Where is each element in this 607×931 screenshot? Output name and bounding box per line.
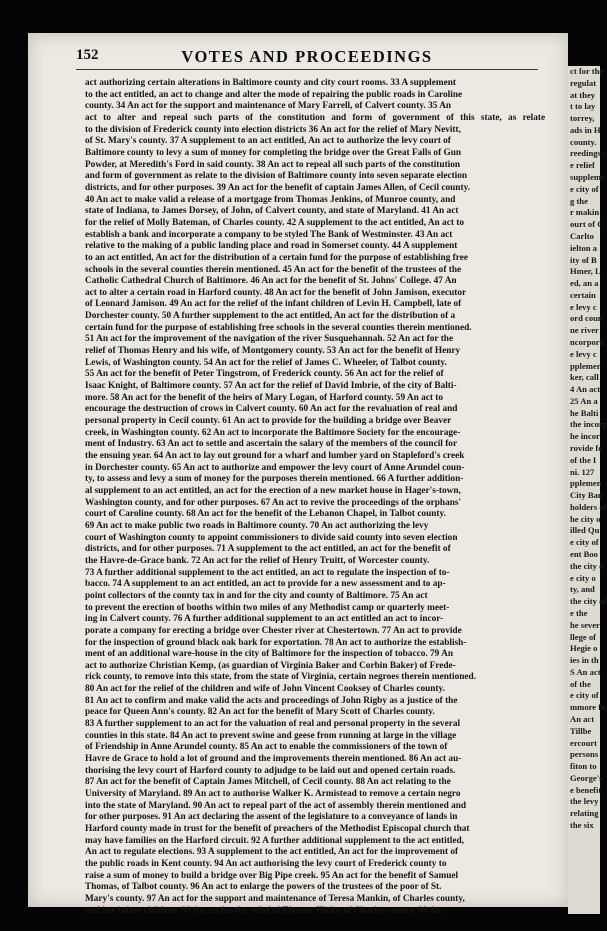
page-number: 152 [76,47,99,63]
text-line: to an act entitled, An act for the distribution of a certain fund for the purpose of establishing free [85,252,468,263]
adjacent-page-line: ourt of C [570,219,604,230]
text-line: certain fund for the purpose of establishing free schools in the several counties therein mentioned. [85,322,472,333]
text-line: 69 An act to make public two roads in Baltimore county. 70 An act authorizing the levy [85,520,429,531]
adjacent-page-line: 25 An a [570,395,598,406]
adjacent-page-line: Tillbe [570,725,592,736]
text-line: 83 A further supplement to an act for the valuation of real and personal property in the several [85,719,461,730]
text-line: 81 An act to confirm and make valid the acts and proceedings of John Rigby as a justice of the [85,695,458,706]
adjacent-page-line: t to lay [570,101,596,112]
body-text [85,78,545,917]
adjacent-page-line: pplemen [570,478,602,489]
adjacent-page-line: pplemer [570,360,601,371]
text-line: counties in this state. 84 An act to prevent swine and geese from running at large in the village [85,730,457,741]
adjacent-page-line: r makin [570,207,600,218]
text-line: in Dorchester county. 65 An act to authorize and empower the levy court of Anne Arundel coun- [85,462,465,473]
adjacent-page-line: Carlto [570,230,594,241]
adjacent-page-line: Hmer, L [570,266,601,277]
text-line: rick county, to remove into this state, from the state of Virginia, certain negroes therein mentioned. [85,672,477,683]
adjacent-page-line: illed Qu [570,525,600,536]
adjacent-page-line: e relief [570,160,595,171]
adjacent-page-line: fiton to [570,761,597,772]
running-title: VOTES AND PROCEEDINGS [181,47,433,66]
adjacent-page-line: he sever [570,619,600,630]
text-line: 51 An act for the improvement of the navigation of the river Susquehannah. 52 An act for the [85,334,454,345]
adjacent-page-line: ed, an a [570,278,599,289]
text-line: relative to the making of a public landing place and road in Somerset county. 44 A supplement [85,241,458,252]
adjacent-page-line: ord coun [570,313,603,324]
adjacent-page-line: ielton a [570,242,597,253]
text-line: to the act entitled, an act to change and alter the mode of repairing the public roads in Caroline [85,89,463,100]
text-line: into the state of Maryland. 90 An act to repeal part of the act of assembly therein mentioned and [85,800,467,811]
text-line: Mary's county. 97 An act for the support and maintenance of Teresa Mankin, of Charles county, [85,893,465,904]
adjacent-page-line: he Balti [570,407,599,418]
adjacent-page-line: persons [570,749,599,760]
adjacent-page-line: the city of [570,596,607,607]
adjacent-page-line: ercourt [570,737,598,748]
adjacent-page-line: the six [570,820,594,830]
text-line: act to alter and repeal such parts of the constitution and form of government of this state, as relate [85,112,546,123]
adjacent-page-line: S An act [570,666,601,677]
text-line: University of Maryland. 89 An act to authorise Walker K. Armistead to remove a certain negro [85,789,461,800]
text-line: districts, and for other purposes. 71 A supplement to the act entitled, an act for the benefit of [85,544,451,555]
adjacent-page-line: An act [570,713,595,724]
adjacent-page-line: George's [570,772,603,783]
adjacent-page-line: relating [570,808,599,819]
adjacent-page-line: holders of [570,501,607,512]
adjacent-page-line: ni. 127 [570,466,595,477]
text-line: ty, to assess and levy a sum of money for the purposes therein mentioned. 66 A further addition- [85,474,464,485]
page-header [76,47,538,70]
adjacent-page-line: certain [570,289,596,300]
text-line: Dorchester county. 50 A further supplement to the act entitled, An act for the distribution of a [85,311,456,322]
text-line: court of Washington county to appoint commissioners to divide said county into seven election [85,532,458,543]
text-line: porate a company for erecting a bridge over Chester river at Chestertown. 77 An act to provide [85,625,462,636]
text-line: raise a sum of money to build a bridge over Big Pipe creek. 95 An act for the benefit of Samuel [85,870,459,881]
adjacent-page-line: 4 An act [570,384,601,395]
adjacent-page-strip [568,66,607,914]
text-line: establish a bank and incorporate a company to be styled The Bank of Westminster. 43 An act [85,229,453,240]
adjacent-page-line: he city o [570,513,601,524]
text-line: creek, in Washington county. 62 An act to incorporate the Baltimore Society for the encourage- [85,427,461,438]
adjacent-page-line: e city of [570,690,599,701]
text-line: the Havre-de-Grace bank. 72 An act for the relief of Henry Truitt, of Worcester county. [85,555,430,566]
text-line: the ensuing year. 64 An act to lay out ground for a wharf and lumber yard on Stapleford's creek [85,451,465,461]
book-page [28,33,568,916]
text-line: 80 An act for the relief of the children and wife of John Vincent Cooksey of Charles county. [85,684,445,695]
text-line: encourage the destruction of crows in Calvert county. 60 An act for the revaluation of real and [85,404,458,415]
text-line: ing in Calvert county. 76 A further additional supplement to an act entitled an act to incor- [85,614,444,625]
text-line: more. 58 An act for the benefit of the heirs of Mary Logan, of Harford county. 59 An act to [85,392,444,403]
text-line: bacco. 74 A supplement to an act entitled, an act to provide for a new assessment and to ap- [85,579,446,590]
text-line: of Friendship in Anne Arundel county. 85 An act to enable the commissioners of the town of [85,742,448,753]
adjacent-page-line: e city of [570,183,599,194]
text-line: ment of an additional ware-house in the city of Baltimore for the inspection of tobacco. 79 An [85,649,453,660]
text-line: Baltimore county to levy a sum of money for completing the bridge over the Great Falls of Gun [85,147,462,158]
text-line: act authorizing certain alterations in Baltimore county and city court rooms. 33 A supplement [85,78,456,88]
text-line: Lewis, of Washington county. 54 An act for the relief of James C. Wheeler, of Talbot county. [85,357,447,368]
adjacent-page-line: ker, call [570,372,599,383]
text-line: for the relief of Molly Bateman, of Charles county. 42 A supplement to the act entitled, An act to [85,217,464,228]
adjacent-page-line: e the [570,607,588,618]
adjacent-page-line: ne river [570,325,599,336]
text-line: of St. Mary's county. 37 A supplement to an act entitled, An act to authorize the levy court of [85,136,451,147]
text-line: Washington county, and for other purposes. 67 An act to revive the proceedings of the orphans' [85,497,462,508]
adjacent-page-line: he incor [570,431,600,442]
text-line: Powder, at Meredith's Ford in said county. 38 An act to repeal all such parts of the constitution [85,159,461,170]
adjacent-page-line: rovide fo [570,443,603,453]
text-line: 73 A further additional supplement to the act entitled, an act to regulate the inspection of to- [85,567,450,578]
adjacent-page-line: Hegie o [570,643,598,654]
adjacent-page-line: City Ban [570,490,603,501]
text-line: may have families on the Harford circuit. 92 A further additional supplement to the act entitled, [85,835,464,846]
adjacent-page-line: regulat [570,77,597,88]
adjacent-page-line: the incorp [570,419,607,430]
text-line: for the inspection of ground black oak bark for exportation. 78 An act to authorize the establish- [85,637,467,648]
adjacent-page-line: e city o [570,572,596,583]
adjacent-page-line: e levy c [570,348,597,359]
text-line: al supplement to an act entitled, an act for the erection of a new market house in Hager's-town, [85,485,461,496]
text-line: personal property in Cecil county. 61 An act to provide for the building a bridge over Beaver [85,416,452,427]
text-line: for other purposes. 91 An act declaring the assent of the legislature to a conveyance of lands in [85,812,458,823]
text-line: An act to regulate elections. 93 A supplement to the act entitled, An act for the improvement of [85,847,459,858]
text-line: and form of government as relate to the division of Baltimore county into seven separate election [85,171,468,182]
text-line: of Leonard Jamison. 49 An act for the relief of the infant children of Levin H. Campbell, late of [85,299,462,310]
text-line: 40 An act to make valid a release of a mortgage from Thomas Jenkins, of Munroe county, and [85,194,456,205]
text-line: act to alter a certain road in Harford county. 48 An act for the benefit of John Jamison, executor [85,287,467,298]
adjacent-page-line: reedings c [570,148,607,159]
text-line: relief of Thomas Henry and his wife, of Montgomery county. 53 An act for the benefit of Henry [85,346,461,357]
adjacent-page-line: ncorpora [570,336,604,347]
text-line: ment of Industry. 63 An act to settle and ascertain the salary of the members of the council for [85,439,458,450]
adjacent-page-line: torrey, [570,113,595,124]
text-line: court of Caroline county. 68 An act for the benefit of the Lebanon Chapel, in Talbot county. [85,509,446,520]
adjacent-page-line: mmore fo [570,702,606,713]
text-line: to the division of Frederick county into election districts 36 An act for the relief of Mary Nevitt, [85,124,461,135]
adjacent-page-line: g the [570,195,588,206]
adjacent-page-line: e levy c [570,301,597,312]
text-line: thorising the levy court of Harford county to adjudge to be laid out and opened certain roads. [85,765,456,776]
text-line: 55 An act for the benefit of Peter Tingstrom, of Frederick county. 56 An act for the relief of [85,369,444,380]
text-line: Harford county made in trust for the benefit of preachers of the Methodist Episcopal church that [85,824,470,834]
adjacent-page-line: ies in th [570,655,599,666]
text-line: point collectors of the county tax in and for the city and county of Baltimore. 75 An act [85,590,428,601]
text-line: Isaac Knight, of Baltimore county. 57 An act for the relief of David Imbrie, of the city of Balti- [85,381,457,392]
adjacent-page-line: e city of [570,537,599,548]
text-line: act to authorize Christian Kemp, (as guardian of Virginia Baker and Corbin Baker) of Frede- [85,660,456,671]
adjacent-page-line: ity of B [570,254,597,265]
text-line: Catholic Cathedral Church of Baltimore. 46 An act for the benefit of St. Johns' College. 47 An [85,276,457,287]
text-line: Thomas, of Talbot county. 96 An act to enlarge the powers of the trustees of the poor of St. [85,882,442,893]
adjacent-page-line: ct for the [570,66,604,76]
text-line: state of Indiana, to James Dorsey, of John, of Calvert county, and state of Maryland. 41 An act [85,206,459,217]
adjacent-page-line: ent Boo [570,549,598,560]
adjacent-page-line: the levy [570,796,599,807]
text-line: peace for Queen Ann's county. 82 An act for the benefit of Mary Scott of Charles county. [85,707,435,718]
adjacent-page-line: ty, and [570,584,595,595]
text-line: the public roads in Kent county. 94 An act authorising the levy court of Frederick county to [85,858,447,869]
text-line: districts, and for other purposes. 39 An act for the benefit of captain James Allen, of Cecil county. [85,182,471,193]
text-line: county. 34 An act for the support and maintenance of Mary Farrell, of Calvert county. 35 An [85,101,452,112]
adjacent-page-line: e benefit [570,784,602,795]
text-line: and her infant children. 98 An act for the relief of Eleanor Hicks, of Charles county. 99 An [85,905,442,916]
adjacent-page-line: at they [570,89,596,100]
text-line: to prevent the erection of booths within two miles of any Methodist camp or quarterly meet- [85,602,450,613]
adjacent-page-line: suppleme [570,172,605,183]
adjacent-page-line: of the I [570,454,597,465]
adjacent-page-line: ads in H [570,124,601,135]
text-line: 87 An act for the benefit of Captain James Mitchell, of Cecil county. 88 An act relating to the [85,777,451,788]
adjacent-page-line: of the [570,678,591,689]
adjacent-page-line: the city o [570,560,604,571]
adjacent-page-line: county. [570,136,597,147]
text-line: Havre de Grace to hold a lot of ground and the improvements therein mentioned. 86 An act au- [85,754,462,765]
adjacent-page-line: llege of [570,631,597,642]
text-line: schools in the several counties therein mentioned. 45 An act for the benefit of the trustees of the [85,264,462,275]
